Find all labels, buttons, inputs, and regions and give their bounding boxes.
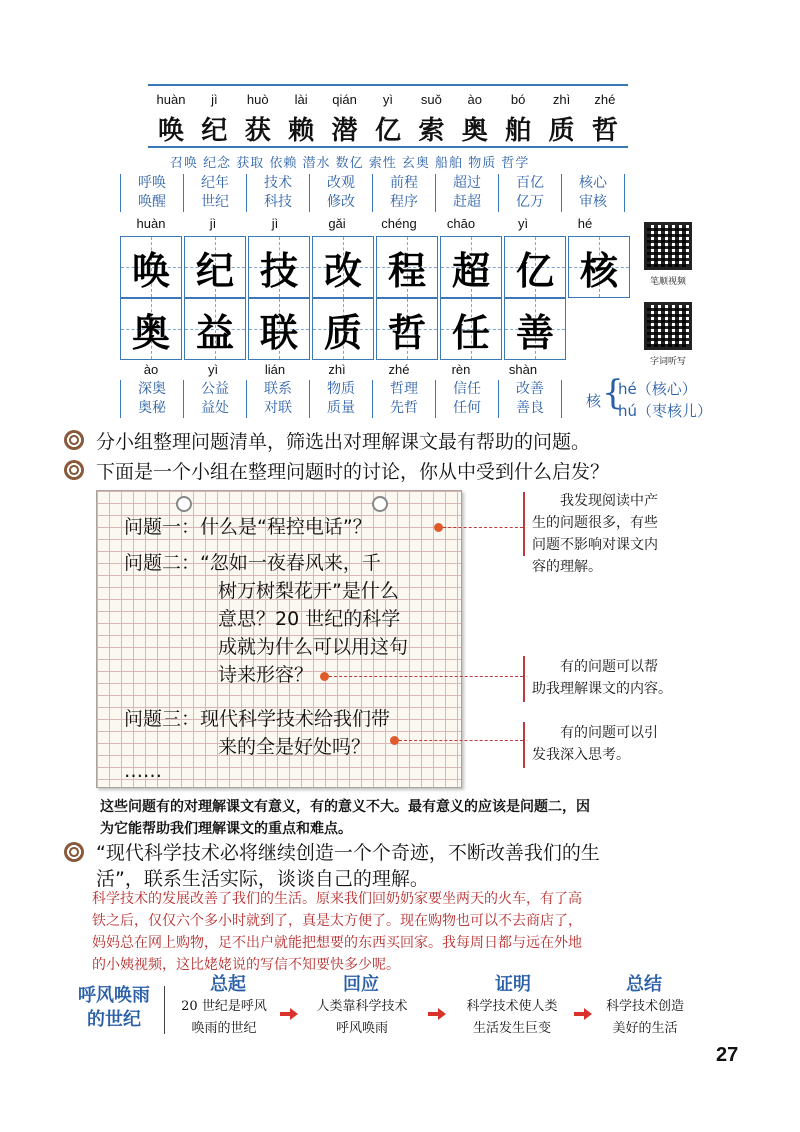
instruction-1: 分小组整理问题清单，筛选出对理解课文最有帮助的问题。 xyxy=(96,431,591,453)
flow-step-text: 人类靠科学技术 呼风唤雨 xyxy=(316,999,408,1036)
arrow-right-icon xyxy=(280,1008,298,1020)
new-chars-pinyin xyxy=(150,92,626,107)
connector-line xyxy=(329,676,523,677)
flow-step-text: 科学技术创造 美好的生活 xyxy=(605,999,684,1036)
pinyin: huàn xyxy=(156,92,186,107)
word-pair: 信任 任何 xyxy=(435,380,498,418)
grid-cell: 任 xyxy=(440,298,502,360)
pinyin: yì xyxy=(517,216,529,231)
connector-line xyxy=(443,527,523,528)
word-pair: 改善 善良 xyxy=(498,380,562,418)
writing-grid-row1 xyxy=(120,236,632,298)
word-pair: 技术 科技 xyxy=(246,174,309,212)
binder-ring xyxy=(372,496,388,512)
instruction-3: 活”，联系生活实际，谈谈自己的理解。 xyxy=(96,868,429,890)
qr-code-stroke-order[interactable] xyxy=(644,222,692,270)
grid-cell: 善 xyxy=(504,298,566,360)
top-rule xyxy=(148,84,628,86)
question-1: 问题一：什么是“程控电话”？ xyxy=(124,516,372,538)
word-pair: 哲理 先哲 xyxy=(372,380,435,418)
question-2: 成就为什么可以用这句 xyxy=(218,636,409,658)
word-pair: 呼唤 唤醒 xyxy=(120,174,183,212)
student-answer: 科学技术的发展改善了我们的生活。原来我们回奶奶家要坐两天的火车，有了高 铁之后，仅仅六个多小时就到了，真是太方便了。现在购物也可以不去商店了， 妈妈总在网上购物，足不出户就能把想要的东西买回家。我每周日都与远在外地 的小姨视频，这比姥姥说的写信不知要快多少呢。 xyxy=(92,891,582,973)
discussion-summary: 这些问题有的对理解课文有意义，有的意义不大。最有意义的应该是问题二，因 为它能帮助我们理解课文的重点和难点。 xyxy=(100,799,590,837)
pinyin: shàn xyxy=(508,362,538,377)
grid-cell: 改 xyxy=(312,236,374,298)
side-note-1: 我发现阅读中产 生的问题很多，有些 问题不影响对课文内 容的理解。 xyxy=(532,493,658,575)
grid-cell: 质 xyxy=(312,298,374,360)
grid-cell: 程 xyxy=(376,236,438,298)
grid-cell: 奥 xyxy=(120,298,182,360)
question-2: 诗来形容？ xyxy=(218,664,314,686)
grid-cell: 哲 xyxy=(376,298,438,360)
word-pairs-row2 xyxy=(120,380,562,418)
word-pair: 纪年 世纪 xyxy=(183,174,246,212)
page-number: 27 xyxy=(716,1044,739,1066)
polyphone-reading: hú（枣核儿） xyxy=(618,402,713,420)
grid-cell: 亿 xyxy=(504,236,566,298)
pinyin: lài xyxy=(294,92,308,107)
flow-step-head: 回应 xyxy=(343,974,379,995)
question-3: 问题三：现代科学技术给我们带 xyxy=(124,708,391,730)
new-char: 亿 xyxy=(374,116,401,146)
pinyin: chāo xyxy=(446,216,476,231)
new-char: 赖 xyxy=(288,116,315,146)
pinyin: zhé xyxy=(594,92,616,107)
flow-step-text: 20 世纪是呼风 唤雨的世纪 xyxy=(181,999,267,1036)
polyphone-char: 核 xyxy=(586,392,602,410)
question-3: 来的全是好处吗？ xyxy=(218,736,371,758)
word-pair: 前程 程序 xyxy=(372,174,435,212)
note-bar xyxy=(523,656,525,702)
new-char: 唤 xyxy=(157,116,184,146)
connector-line xyxy=(399,740,523,741)
connector-dot xyxy=(434,523,443,532)
word-pair: 深奥 奥秘 xyxy=(120,380,183,418)
grid-cell: 联 xyxy=(248,298,310,360)
word-pair: 物质 质量 xyxy=(309,380,372,418)
pinyin: yì xyxy=(207,362,219,377)
word-pairs-row1 xyxy=(120,174,625,212)
word-pair: 联系 对联 xyxy=(246,380,309,418)
flow-step-text: 科学技术使人类 生活发生巨变 xyxy=(466,999,558,1036)
pinyin: yì xyxy=(382,92,394,107)
pinyin: ào xyxy=(467,92,482,107)
ellipsis: …… xyxy=(124,760,162,782)
pinyin: chéng xyxy=(381,216,417,231)
word-pair: 超过 赶超 xyxy=(435,174,498,212)
qr-code-dictation[interactable] xyxy=(644,302,692,350)
note-bar xyxy=(523,492,525,556)
grid-cell: 纪 xyxy=(184,236,246,298)
pinyin: qián xyxy=(332,92,357,107)
pinyin: ào xyxy=(143,362,159,377)
pinyin: jì xyxy=(211,92,218,107)
pinyin: rèn xyxy=(451,362,471,377)
connector-dot xyxy=(320,672,329,681)
grid-cell: 益 xyxy=(184,298,246,360)
pinyin: jì xyxy=(271,216,279,231)
pinyin: jì xyxy=(209,216,217,231)
new-char: 纪 xyxy=(201,116,228,146)
row1-pinyin xyxy=(120,216,616,231)
question-2: 问题二：“忽如一夜春风来，千 xyxy=(124,552,381,574)
new-chars xyxy=(150,110,626,147)
grid-cell: 唤 xyxy=(120,236,182,298)
bullet-icon xyxy=(64,842,84,862)
bullet-icon xyxy=(64,430,84,450)
word-pair: 改观 修改 xyxy=(309,174,372,212)
new-char: 奥 xyxy=(461,116,488,146)
pinyin: zhé xyxy=(388,362,410,377)
polyphone-reading: hé（核心） xyxy=(618,380,697,398)
side-note-2: 有的问题可以帮 助我理解课文的内容。 xyxy=(532,659,672,697)
bullet-icon xyxy=(64,460,84,480)
new-char: 质 xyxy=(548,116,575,146)
pinyin: hé xyxy=(577,216,593,231)
word-pair: 核心 审核 xyxy=(561,174,625,212)
note-bar xyxy=(523,722,525,768)
pinyin: zhì xyxy=(328,362,346,377)
word-bank: 召唤 纪念 获取 依赖 潜水 数亿 索性 玄奥 船舶 物质 哲学 xyxy=(170,156,530,171)
pinyin: huò xyxy=(246,92,269,107)
question-2: 意思？20 世纪的科学 xyxy=(218,608,401,630)
side-note-3: 有的问题可以引 发我深入思考。 xyxy=(532,725,658,763)
new-char: 获 xyxy=(244,116,271,146)
brace: { xyxy=(602,373,624,413)
grid-cell: 技 xyxy=(248,236,310,298)
instruction-2: 下面是一个小组在整理问题时的讨论，你从中受到什么启发？ xyxy=(96,461,610,483)
row2-pinyin xyxy=(120,362,554,377)
new-char: 潜 xyxy=(331,116,358,146)
pinyin: gǎi xyxy=(328,216,346,231)
flow-divider xyxy=(164,986,165,1034)
word-pair: 百亿 亿万 xyxy=(498,174,561,212)
instruction-3: “现代科学技术必将继续创造一个个奇迹，不断改善我们的生 xyxy=(96,842,600,864)
flow-title: 呼风唤雨 的世纪 xyxy=(78,985,150,1030)
pinyin: lián xyxy=(264,362,286,377)
divider xyxy=(148,146,628,148)
flow-step-head: 总结 xyxy=(626,974,662,995)
writing-grid-row2 xyxy=(120,298,568,360)
pinyin: huàn xyxy=(136,216,166,231)
grid-cell: 核 xyxy=(568,236,630,298)
question-2: 树万树梨花开”是什么 xyxy=(218,580,399,602)
connector-dot xyxy=(390,736,399,745)
pinyin: zhì xyxy=(552,92,571,107)
flow-step-head: 总起 xyxy=(210,974,246,995)
flow-step-head: 证明 xyxy=(495,974,531,995)
arrow-right-icon xyxy=(428,1008,446,1020)
pinyin: suǒ xyxy=(420,92,442,107)
qr-label: 字词听写 xyxy=(650,357,687,367)
new-char: 舶 xyxy=(505,116,532,146)
new-char: 索 xyxy=(418,116,445,146)
new-char: 哲 xyxy=(591,116,618,146)
word-pair: 公益 益处 xyxy=(183,380,246,418)
qr-label: 笔顺视频 xyxy=(650,277,687,287)
pinyin: bó xyxy=(510,92,526,107)
binder-ring xyxy=(176,496,192,512)
grid-cell: 超 xyxy=(440,236,502,298)
